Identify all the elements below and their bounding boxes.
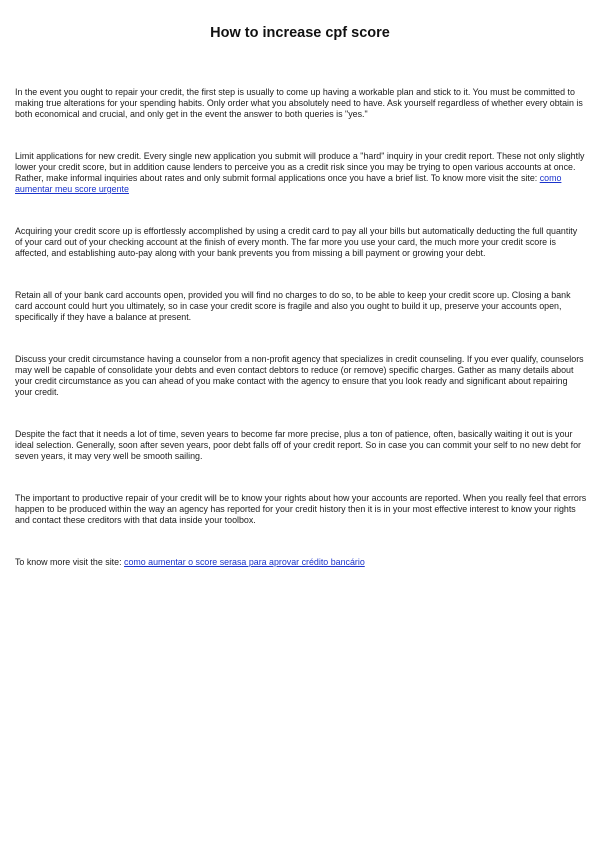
paragraph-text: Limit applications for new credit. Every single new application you submit will produce a "hard" inquiry in your credit report. These not only slightly lower your credit score, but in addition cause lenders to perceive you as a credit risk since you may be trying to open various accounts at once. Rather, make informal inquiries about rates and only submit formal applications once you have a brief list. To know more visit the site: (15, 151, 585, 183)
paragraph-5 (15, 354, 587, 398)
paragraph-3 (15, 226, 587, 259)
paragraph-text: To know more visit the site: (15, 557, 125, 567)
paragraph-7 (15, 493, 587, 526)
page-title: How to increase cpf score (210, 25, 390, 41)
paragraph-text: Despite the fact that it needs a lot of time, seven years to become far more precise, plus a ton of patience, often, basically waiting it out is your ideal selection. Generally, soon after seven years, poor debt falls off of your credit report. So in case you can commit your self to no new debt for seven years, it may very well be smooth sailing. (15, 429, 581, 461)
paragraph-6 (15, 429, 587, 462)
paragraph-text: In the event you ought to repair your credit, the first step is usually to come up having a workable plan and stick to it. You must be committed to making true alterations for your spending habits. Only order what you absolutely need to have. Ask yourself regardless of whether every obtain is both economical and crucial, and only get in the event the answer to both queries is "yes." (15, 87, 583, 119)
link-como-aumentar-o-score-serasa[interactable]: como aumentar o score serasa para aprovar crédito bancário (124, 557, 365, 567)
paragraph-8 (15, 557, 587, 568)
link-como-aumentar-meu-score-urgente[interactable]: como aumentar meu score urgente (15, 173, 562, 194)
paragraph-1 (15, 87, 587, 120)
paragraph-text: The important to productive repair of your credit will be to know your rights about how your accounts are reported. When you really feel that errors happen to be produced within the way an agency has reported for your credit history then it is in your most effective interest to know your rights and contact these creditors with that data inside your toolbox. (15, 493, 587, 525)
paragraph-4 (15, 290, 587, 323)
document-body (15, 87, 587, 568)
paragraph-2 (15, 151, 587, 195)
paragraph-text: Discuss your credit circumstance having a counselor from a non-profit agency that specializes in credit counseling. If you ever qualify, counselors may well be capable of consolidate your debts and even contact debtors to reduce (or remove) specific charges. Gather as many details about your credit circumstance as you can ahead of you make contact with the agency to ensure that you look ready and significant about repairing your credit. (15, 354, 584, 397)
paragraph-text: Acquiring your credit score up is effortlessly accomplished by using a credit card to pay all your bills but automatically deducting the full quantity of your card out of your checking account at the finish of every month. The far more you use your card, the much more your credit score is affected, and establishing auto-pay along with your bank prevents you from missing a bill payment or growing your debt. (15, 226, 578, 258)
paragraph-text: Retain all of your bank card accounts open, provided you will find no charges to do so, to be able to keep your credit score up. Closing a bank card account could hurt you ultimately, so in case your credit score is fragile and also you ought to build it up, preserve your accounts open, specifically if they have a balance at present. (15, 290, 571, 322)
